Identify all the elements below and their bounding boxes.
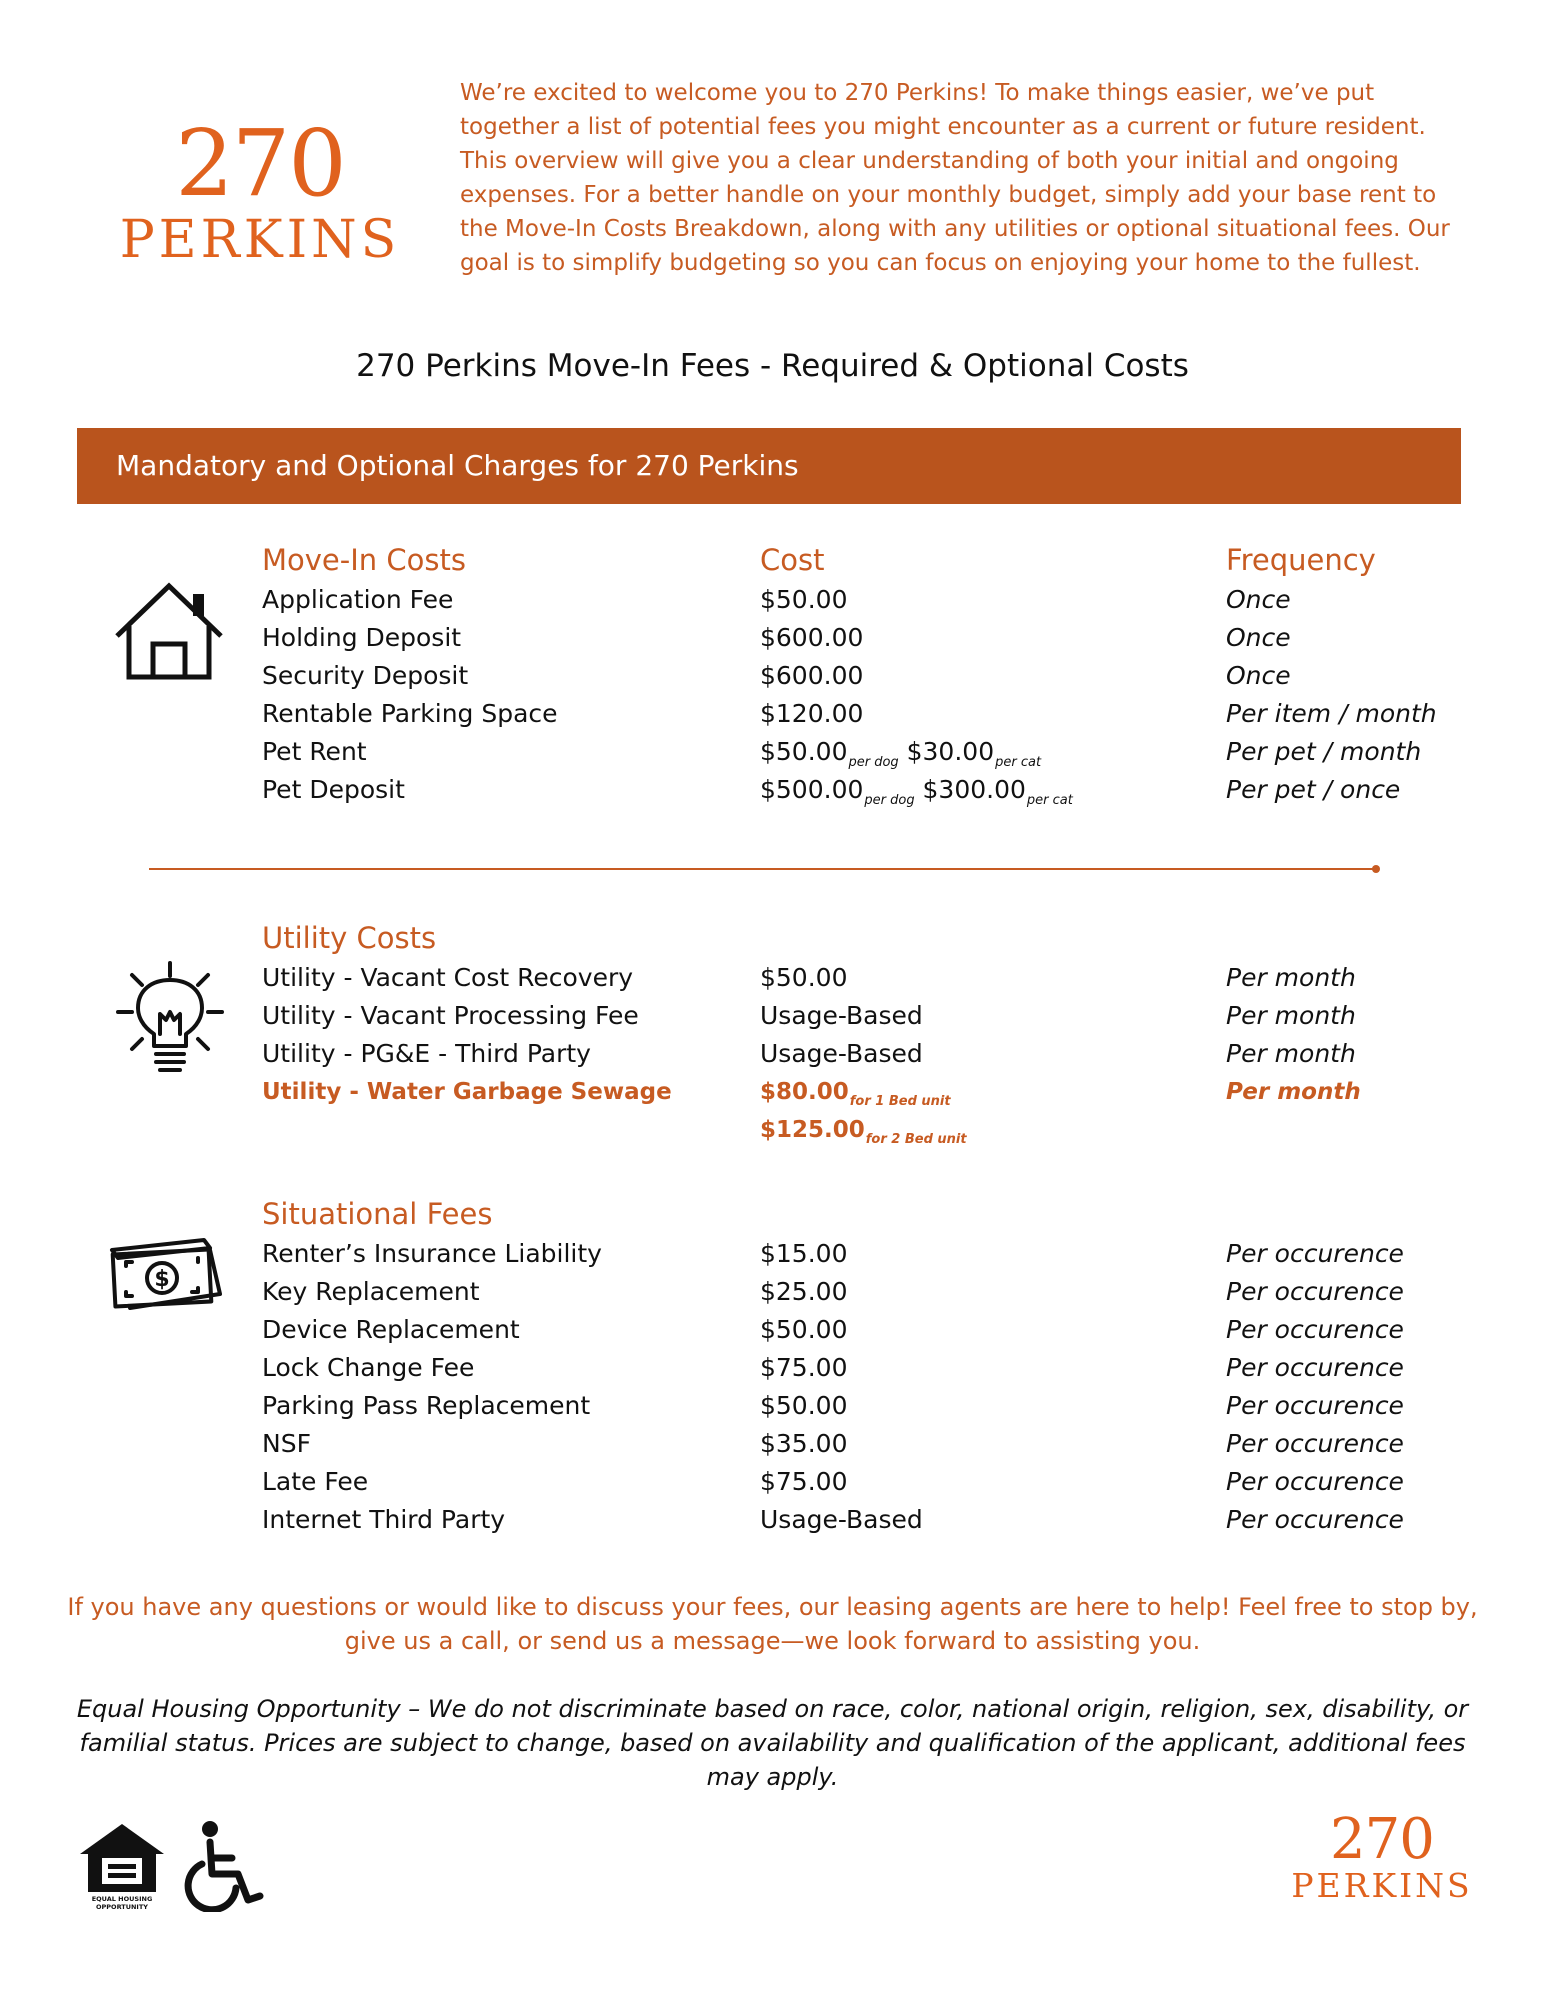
utility-section <box>262 917 1462 1149</box>
table-row <box>262 695 1462 733</box>
fee-frequency: Once <box>1226 585 1291 614</box>
fee-name: Holding Deposit <box>262 623 462 652</box>
table-row-continuation <box>262 1111 1462 1149</box>
fee-frequency: Per occurence <box>1226 1353 1404 1382</box>
table-row <box>262 1035 1462 1073</box>
fee-cost: $50.00 <box>760 585 848 614</box>
table-row <box>262 1425 1462 1463</box>
cost-dog-unit: per dog <box>848 755 899 770</box>
cost-dog: $500.00 <box>760 775 864 804</box>
fee-frequency: Once <box>1226 661 1291 690</box>
fee-name: Late Fee <box>262 1467 369 1496</box>
fee-frequency: Per pet / once <box>1226 775 1401 804</box>
wheelchair-icon <box>180 1820 266 1912</box>
utility-heading: Utility Costs <box>262 921 437 955</box>
fee-cost: $50.00 <box>760 1315 848 1344</box>
fee-name: Pet Deposit <box>262 775 405 804</box>
page-title: 270 Perkins Move-In Fees - Required & Optional Costs <box>356 348 1189 384</box>
table-row <box>262 771 1462 809</box>
fee-name: Rentable Parking Space <box>262 699 558 728</box>
fee-cost: $35.00 <box>760 1429 848 1458</box>
cost-1bed-unit: for 1 Bed unit <box>849 1094 951 1109</box>
fee-cost <box>760 733 1041 776</box>
table-row <box>262 1463 1462 1501</box>
move-in-heading: Move-In Costs <box>262 543 466 577</box>
logo-name: PERKINS <box>119 210 401 270</box>
cost-2bed: $125.00 <box>760 1117 865 1143</box>
section-divider <box>149 868 1377 870</box>
situational-header-row <box>262 1193 1462 1235</box>
fee-frequency: Per month <box>1226 1001 1356 1030</box>
fee-frequency: Per occurence <box>1226 1239 1404 1268</box>
fee-cost <box>760 1073 951 1115</box>
eho-line1: EQUAL HOUSING <box>91 1895 153 1903</box>
fee-name: Key Replacement <box>262 1277 480 1306</box>
closing-message: If you have any questions or would like to discuss your fees, our leasing agents are here to help! Feel free to stop by, give us a call, or send us a message—we look forward to assisting you. <box>67 1593 1478 1655</box>
fee-name: Utility - Vacant Cost Recovery <box>262 963 634 992</box>
fee-name: Utility - PG&E - Third Party <box>262 1039 591 1068</box>
intro-paragraph: We’re excited to welcome you to 270 Perkins! To make things easier, we’ve put together a list of potential fees you might encounter as a current or future resident. This overview will give you a clear understanding of both your initial and ongoing expenses. For a better handle on your monthly budget, simply add your base rent to the Move-In Costs Breakdown, along with any utilities or optional situational fees. Our goal is to simplify budgeting so you can focus on enjoying your home to the fullest. <box>460 80 1450 276</box>
situational-section <box>262 1193 1462 1539</box>
fee-frequency: Per pet / month <box>1226 737 1422 766</box>
house-icon <box>113 580 225 682</box>
fee-cost: $75.00 <box>760 1467 848 1496</box>
fee-cost: Usage-Based <box>760 1505 923 1534</box>
fee-frequency: Per month <box>1226 963 1356 992</box>
logo-bottom <box>1282 1807 1482 1905</box>
table-row-highlighted <box>262 1073 1462 1111</box>
fee-cost <box>760 1111 967 1153</box>
fee-cost <box>760 771 1073 814</box>
cost-cat-unit: per cat <box>1026 793 1073 808</box>
eho-line2: OPPORTUNITY <box>95 1903 149 1911</box>
fee-cost: $600.00 <box>760 661 864 690</box>
cost-dog-unit: per dog <box>864 793 915 808</box>
table-row <box>262 997 1462 1035</box>
cost-2bed-unit: for 2 Bed unit <box>865 1132 967 1147</box>
equal-housing-icon <box>78 1822 166 1912</box>
table-row <box>262 959 1462 997</box>
fee-cost: $25.00 <box>760 1277 848 1306</box>
fee-frequency: Per occurence <box>1226 1391 1404 1420</box>
logo-top <box>110 110 410 270</box>
fee-frequency: Per occurence <box>1226 1505 1404 1534</box>
cost-cat: $300.00 <box>922 775 1026 804</box>
table-row <box>262 1235 1462 1273</box>
svg-text:$: $ <box>154 1267 170 1292</box>
table-row <box>262 1501 1462 1539</box>
charges-banner: Mandatory and Optional Charges for 270 Perkins <box>77 428 1461 504</box>
fee-name: NSF <box>262 1429 311 1458</box>
logo-name: PERKINS <box>1291 1866 1473 1905</box>
cost-heading: Cost <box>760 543 825 577</box>
utility-header-row <box>262 917 1462 959</box>
logo-number: 270 <box>1330 1807 1434 1872</box>
cost-1bed: $80.00 <box>760 1079 849 1105</box>
table-row <box>262 733 1462 771</box>
fee-cost: $600.00 <box>760 623 864 652</box>
fee-name: Application Fee <box>262 585 454 614</box>
disclaimer-text: Equal Housing Opportunity – We do not discriminate based on race, color, national origin, religion, sex, disability, or familial status. Prices are subject to change, based on availability and qualification of the applicant, additional fees may apply. <box>76 1695 1469 1791</box>
table-row <box>262 1387 1462 1425</box>
cost-cat: $30.00 <box>906 737 995 766</box>
fee-frequency: Per occurence <box>1226 1429 1404 1458</box>
fee-name: Internet Third Party <box>262 1505 506 1534</box>
move-in-header-row <box>262 539 1462 581</box>
frequency-heading: Frequency <box>1226 543 1376 577</box>
fee-frequency: Per month <box>1226 1079 1361 1105</box>
fee-frequency: Per item / month <box>1226 699 1437 728</box>
move-in-section <box>262 539 1462 809</box>
fee-cost: Usage-Based <box>760 1039 923 1068</box>
logo-number: 270 <box>175 110 345 217</box>
fee-cost: $75.00 <box>760 1353 848 1382</box>
fee-frequency: Once <box>1226 623 1291 652</box>
table-row <box>262 657 1462 695</box>
fee-frequency: Per occurence <box>1226 1277 1404 1306</box>
table-row <box>262 581 1462 619</box>
situational-heading: Situational Fees <box>262 1197 493 1231</box>
fee-frequency: Per month <box>1226 1039 1356 1068</box>
fee-name: Utility - Vacant Processing Fee <box>262 1001 639 1030</box>
fee-name: Device Replacement <box>262 1315 520 1344</box>
lightbulb-icon <box>114 960 226 1080</box>
table-row <box>262 1273 1462 1311</box>
fee-cost: $50.00 <box>760 1391 848 1420</box>
fee-frequency: Per occurence <box>1226 1467 1404 1496</box>
fee-frequency: Per occurence <box>1226 1315 1404 1344</box>
table-row <box>262 1311 1462 1349</box>
table-row <box>262 619 1462 657</box>
divider-end-dot <box>1372 865 1380 873</box>
fee-name: Security Deposit <box>262 661 469 690</box>
fee-name: Pet Rent <box>262 737 367 766</box>
fee-cost: $15.00 <box>760 1239 848 1268</box>
table-row <box>262 1349 1462 1387</box>
cost-dog: $50.00 <box>760 737 848 766</box>
fee-name: Parking Pass Replacement <box>262 1391 591 1420</box>
fee-name: Lock Change Fee <box>262 1353 475 1382</box>
fee-name: Utility - Water Garbage Sewage <box>262 1079 672 1105</box>
fee-cost: Usage-Based <box>760 1001 923 1030</box>
fee-cost: $50.00 <box>760 963 848 992</box>
fee-name: Renter’s Insurance Liability <box>262 1239 602 1268</box>
fee-cost: $120.00 <box>760 699 864 728</box>
cash-icon <box>108 1236 226 1312</box>
cost-cat-unit: per cat <box>995 755 1042 770</box>
